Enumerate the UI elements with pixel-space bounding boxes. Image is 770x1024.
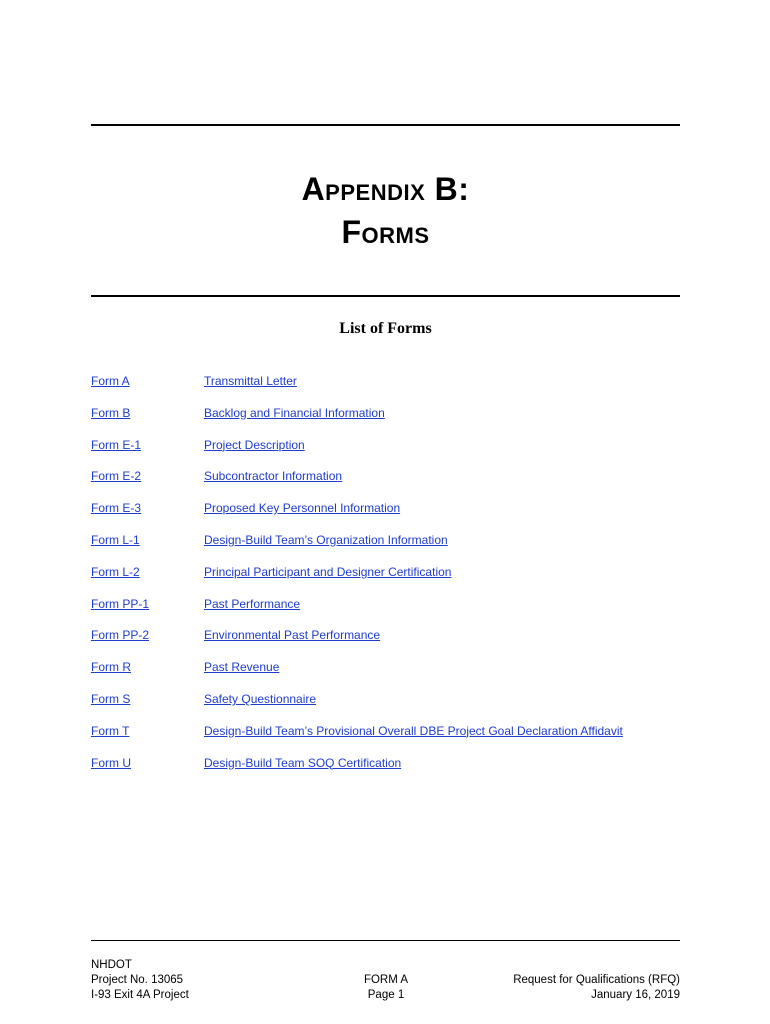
form-link-pp1[interactable] xyxy=(91,597,680,629)
form-title[interactable]: Past Revenue xyxy=(204,660,280,675)
form-code[interactable]: Form L-1 xyxy=(91,532,140,547)
form-link-l2[interactable] xyxy=(91,565,680,597)
form-link-pp2[interactable] xyxy=(91,628,680,660)
form-title[interactable]: Design-Build Team SOQ Certification xyxy=(204,755,402,770)
form-title[interactable]: Safety Questionnaire xyxy=(204,691,317,706)
form-code[interactable]: Form PP-2 xyxy=(91,628,150,643)
footer-page-label: Page 1 xyxy=(367,989,405,1001)
footer-form-label: FORM A xyxy=(363,974,409,986)
form-link-r[interactable] xyxy=(91,660,680,692)
footer-right xyxy=(513,973,680,1003)
form-link-t[interactable] xyxy=(91,724,680,756)
form-code[interactable]: Form L-2 xyxy=(91,564,140,579)
forms-list xyxy=(91,374,680,787)
form-code[interactable]: Form A xyxy=(91,374,130,388)
form-link-a[interactable] xyxy=(91,374,680,406)
top-divider xyxy=(91,124,680,126)
form-code[interactable]: Form R xyxy=(91,660,131,675)
form-title[interactable]: Design-Build Team’s Provisional Overall DBE Project Goal Declaration Affidavit xyxy=(204,723,623,738)
form-link-u[interactable] xyxy=(91,756,680,788)
list-heading: List of Forms xyxy=(339,320,432,337)
form-link-b[interactable] xyxy=(91,406,680,438)
form-code[interactable]: Form E-3 xyxy=(91,501,142,516)
footer-project-name: I-93 Exit 4A Project xyxy=(91,989,189,1001)
form-title[interactable]: Design-Build Team’s Organization Information xyxy=(204,532,448,547)
form-link-s[interactable] xyxy=(91,692,680,724)
form-code[interactable]: Form E-2 xyxy=(91,469,142,484)
form-code[interactable]: Form B xyxy=(91,405,131,420)
form-title[interactable]: Backlog and Financial Information xyxy=(204,405,385,420)
footer-date: January 16, 2019 xyxy=(591,989,680,1001)
footer-divider xyxy=(91,940,680,941)
form-code[interactable]: Form S xyxy=(91,691,131,706)
form-code[interactable]: Form T xyxy=(91,723,130,738)
form-title[interactable]: Past Performance xyxy=(204,596,301,611)
form-code[interactable]: Form U xyxy=(91,755,131,770)
page-title xyxy=(91,168,680,254)
title-line-2: Forms xyxy=(341,214,430,250)
form-link-e1[interactable] xyxy=(91,438,680,470)
form-link-e2[interactable] xyxy=(91,469,680,501)
form-title[interactable]: Principal Participant and Designer Certification xyxy=(204,564,452,579)
footer-project-no: Project No. 13065 xyxy=(91,974,184,986)
form-link-e3[interactable] xyxy=(91,501,680,533)
footer-left xyxy=(91,958,189,1003)
footer-doc-type: Request for Qualifications (RFQ) xyxy=(513,974,680,986)
form-title[interactable]: Environmental Past Performance xyxy=(204,628,381,643)
form-title[interactable]: Proposed Key Personnel Information xyxy=(204,501,401,516)
form-code[interactable]: Form E-1 xyxy=(91,437,142,452)
form-title[interactable]: Project Description xyxy=(204,437,305,452)
form-code[interactable]: Form PP-1 xyxy=(91,596,150,611)
form-title[interactable]: Transmittal Letter xyxy=(204,374,297,388)
title-divider xyxy=(91,295,680,297)
footer-agency: NHDOT xyxy=(91,959,132,971)
form-title[interactable]: Subcontractor Information xyxy=(204,469,343,484)
form-link-l1[interactable] xyxy=(91,533,680,565)
title-line-1: Appendix B: xyxy=(301,171,470,207)
footer-center xyxy=(341,973,431,1003)
